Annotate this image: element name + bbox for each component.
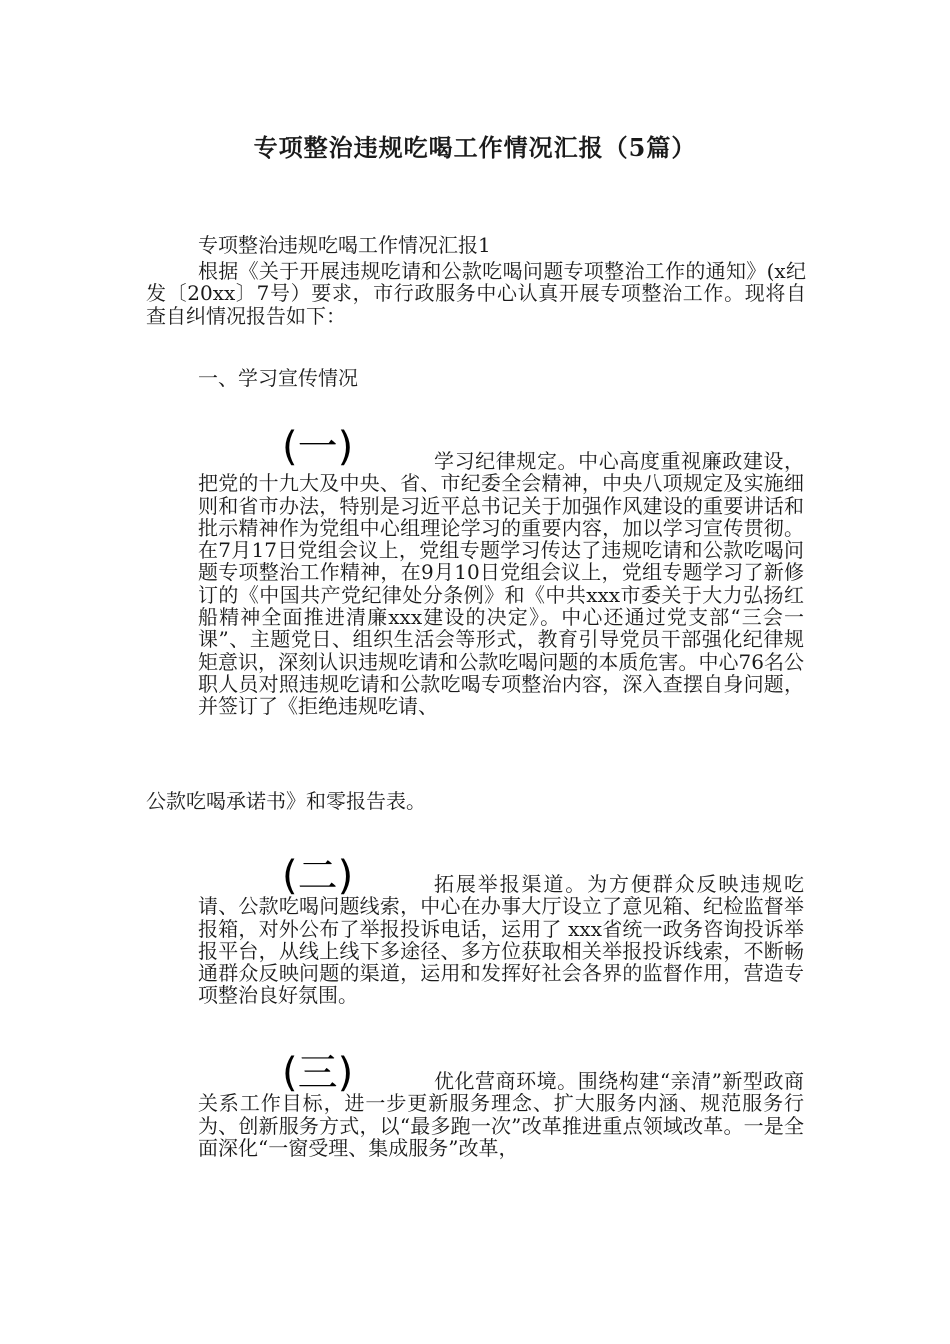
item-text-3: 优化营商环境。围绕构建“亲清”新型政商关系工作目标，进一步更新服务理念、扩大服务内涵、规范服务行为、创新服务方式，以“最多跑一次”改革推进重点领域改革。一是全面深化“一窗受理、集成服务”改革， <box>198 1069 804 1160</box>
item-marker-3: (三) <box>282 1050 354 1096</box>
report-subtitle: 专项整治违规吃喝工作情况汇报1 <box>198 233 491 257</box>
item-marker-2: (二) <box>282 853 354 899</box>
document-title: 专项整治违规吃喝工作情况汇报（5篇） <box>253 133 697 162</box>
item-1-continuation: 公款吃喝承诺书》和零报告表。 <box>146 789 426 813</box>
intro-paragraph: 根据《关于开展违规吃请和公款吃喝问题专项整治工作的通知》(x纪发〔20xx〕7号）要求，市行政服务中心认真开展专项整治工作。现将自查自纠情况报告如下： <box>146 259 806 328</box>
section-heading-1: 一、学习宣传情况 <box>198 366 358 390</box>
item-text-1: 学习纪律规定。中心高度重视廉政建设，把党的十九大及中央、省、市纪委全会精神，中央八项规定及实施细则和省市办法，特别是习近平总书记关于加强作风建设的重要讲话和批示精神作为党组中心组理论学习的重要内容，加以学习宣传贯彻。在7月17日党组会议上，党组专题学习传达了违规吃请和公款吃喝问题专项整治工作精神，在9月10日党组会议上，党组专题学习了新修订的《中国共产党纪律处分条例》和《中共xxx市委关于大力弘扬红船精神全面推进清廉xxx建设的决定》。中心还通过党支部“三会一课”、主题党日、组织生活会等形式，教育引导党员干部强化纪律规矩意识，深刻认识违规吃请和公款吃喝问题的本质危害。中心76名公职人员对照违规吃请和公款吃喝专项整治内容，深入查摆自身问题，并签订了《拒绝违规吃请、 <box>198 449 804 719</box>
item-marker-1: (一) <box>282 424 354 470</box>
item-text-2: 拓展举报渠道。为方便群众反映违规吃请、公款吃喝问题线索，中心在办事大厅设立了意见箱、纪检监督举报箱，对外公布了举报投诉电话，运用了 xxx省统一政务咨询投诉举报平台，从线上线下多途径、多方位获取相关举报投诉线索，不断畅通群众反映问题的渠道，运用和发挥好社会各界的监督作用，营造专项整治良好氛围。 <box>198 872 804 1008</box>
